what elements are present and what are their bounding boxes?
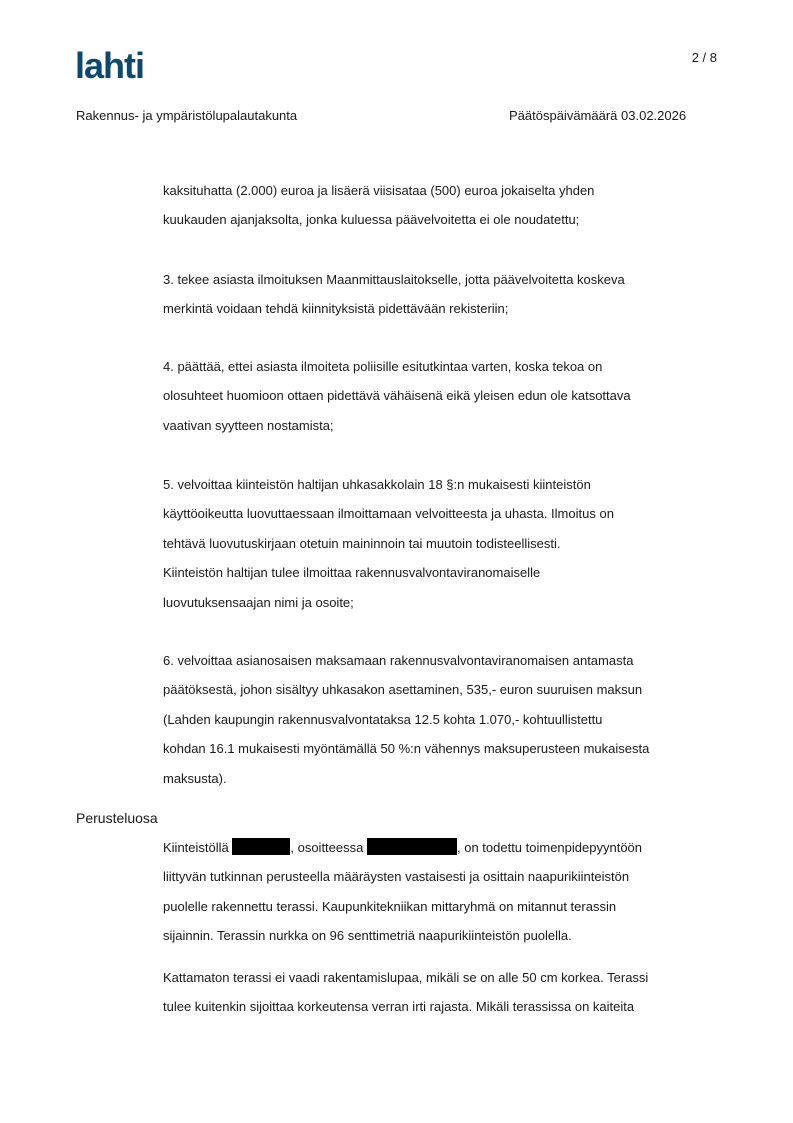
line: liittyvän tutkinnan perusteella määräysten vastaisesti ja osittain naapurikiinteistön [163,869,630,885]
line: (Lahden kaupungin rakennusvalvontataksa 12.5 kohta 1.070,- kohtuullistettu [163,711,603,727]
line: olosuhteet huomioon ottaen pidettävä vähäisenä eikä yleisen edun ole katsottava [163,388,631,404]
line: tehtävä luovutuskirjaan otetuin maininnoin tai muutoin todisteellisesti. [163,535,561,551]
line: 6. velvoittaa asianosaisen maksamaan rakennusvalvontaviranomaisen antamasta [163,653,634,668]
decision-item [163,265,719,324]
text-fragment: , osoitteessa [290,840,367,855]
line [163,833,719,862]
line: käyttöoikeutta luovuttaessaan ilmoittamaan velvoitteesta ja uhasta. Ilmoitus on [163,506,614,522]
line: luovutuksensaajan nimi ja osoite; [163,594,354,610]
line: Kiinteistön haltijan tulee ilmoittaa rakennusvalvontaviranomaiselle [163,565,541,581]
decision-item [163,176,719,235]
line: Kattamaton terassi ei vaadi rakentamislupaa, mikäli se on alle 50 cm korkea. Terassi [163,970,649,985]
decision-item [163,352,719,440]
line: maksusta). [163,770,227,786]
redaction-block [367,838,457,855]
line: vaativan syytteen nostamista; [163,417,334,433]
line: kohdan 16.1 mukaisesti myöntämällä 50 %:n vähennys maksuperusteen mukaisesta [163,741,650,757]
line: 3. tekee asiasta ilmoituksen Maanmittauslaitokselle, jotta päävelvoitetta koskeva [163,272,625,287]
redaction-block [232,838,290,855]
line: 5. velvoittaa kiinteistön haltijan uhkasakkolain 18 §:n mukaisesti kiinteistön [163,477,591,492]
decision-date: Päätöspäivämäärä 03.02.2026 [509,108,687,123]
section-heading: Perusteluosa [76,810,158,826]
line: päätöksestä, johon sisältyy uhkasakon asettaminen, 535,- euron suuruisen maksun [163,682,643,698]
line: kaksituhatta (2.000) euroa ja lisäerä viisisataa (500) euroa jokaiselta yhden [163,183,595,198]
committee-name: Rakennus- ja ympäristölupalautakunta [76,108,298,123]
line: tulee kuitenkin sijoittaa korkeutensa verran irti rajasta. Mikäli terassissa on kaiteita [163,999,635,1015]
decision-item [163,470,719,617]
text-fragment: , on todettu toimenpidepyyntöön [456,840,643,855]
line: merkintä voidaan tehdä kiinnityksistä pidettävään rekisteriin; [163,301,509,317]
line: 4. päättää, ettei asiasta ilmoiteta poliisille esitutkintaa varten, koska tekoa on [163,359,603,374]
logo-text: lahti [75,48,145,82]
reasoning-paragraph [163,833,719,951]
decision-item [163,646,719,793]
line: puolelle rakennettu terassi. Kaupunkitekniikan mittaryhmä on mitannut terassin [163,898,617,914]
page-number: 2 / 8 [691,50,717,65]
line: sijainnin. Terassin nurkka on 96 senttimetriä naapurikiinteistön puolella. [163,928,572,944]
reasoning-paragraph [163,963,719,1022]
lahti-logo [75,48,167,82]
line: kuukauden ajanjaksolta, jonka kuluessa päävelvoitetta ei ole noudatettu; [163,212,580,228]
text-fragment: Kiinteistöllä [163,840,233,855]
